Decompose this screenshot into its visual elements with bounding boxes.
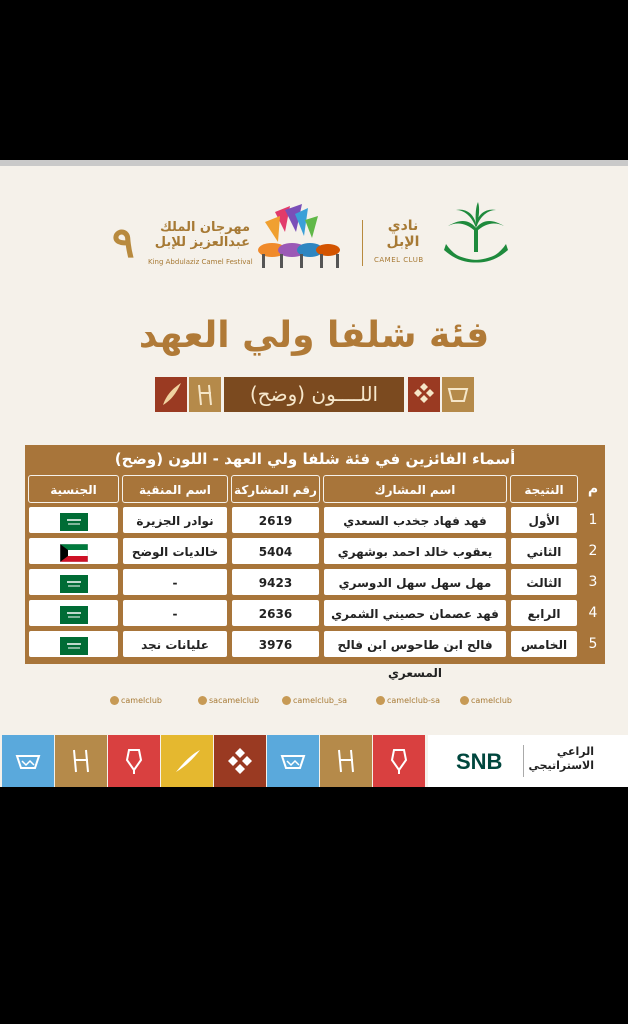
result-header: النتيجة	[510, 475, 578, 503]
saudi-flag-icon	[60, 637, 88, 655]
saudi-flag-icon	[60, 513, 88, 531]
entry-number-cell: 5404	[231, 537, 320, 565]
sponsor-label	[528, 745, 594, 773]
social-link[interactable]	[282, 696, 347, 705]
results-card	[0, 160, 628, 787]
entry-number-cell: 3976	[231, 630, 320, 658]
breeder-cell: نوادر الجزيرة	[122, 506, 228, 534]
breeder-cell: -	[122, 568, 228, 596]
table-caption: أسماء الفائزين في فئة شلفا ولي العهد - اللون (وضح)	[25, 445, 605, 473]
top-strip	[0, 160, 628, 166]
saudi-flag-icon	[60, 606, 88, 624]
entry-number-cell: 9423	[231, 568, 320, 596]
sponsor-panel	[428, 735, 628, 787]
facebook-icon	[198, 696, 207, 705]
entry-header: رقم المشاركة	[231, 475, 320, 503]
breeder-header: اسم المنقية	[122, 475, 228, 503]
incense-burner-icon	[373, 735, 425, 787]
social-link[interactable]	[198, 696, 259, 705]
participant-cell: فهد عصمان حصيني الشمري	[323, 599, 507, 627]
festival-number: ٩	[112, 218, 135, 267]
participant-cell: مهل سهل سهل الدوسري	[323, 568, 507, 596]
row-number: 2	[588, 543, 598, 559]
breeder-cell: خالديات الوضح	[122, 537, 228, 565]
nationality-cell	[28, 630, 119, 658]
nationality-cell	[28, 537, 119, 565]
logo-divider	[362, 220, 363, 266]
logo-row	[0, 200, 628, 280]
bowl-tile-icon	[442, 377, 474, 412]
breeder-cell: عليانات نجد	[122, 630, 228, 658]
nationality-cell	[28, 568, 119, 596]
nationality-cell	[28, 506, 119, 534]
kuwait-flag-icon	[60, 544, 88, 562]
result-cell: الخامس	[510, 630, 578, 658]
palm-leaf-icon	[161, 735, 213, 787]
snapchat-instagram-icon	[282, 696, 291, 705]
row-number: 4	[588, 605, 598, 621]
social-handle: sacamelclub	[209, 696, 260, 705]
results-table	[25, 473, 605, 680]
social-handle: camelclub	[121, 696, 163, 705]
feather-tile-icon	[155, 377, 187, 412]
saddle-icon	[320, 735, 372, 787]
saudi-flag-icon	[60, 575, 88, 593]
sponsor-divider	[523, 745, 524, 777]
linkedin-icon	[460, 696, 469, 705]
x-icon	[110, 696, 119, 705]
entry-number-cell: 2636	[231, 599, 320, 627]
bowl-icon	[2, 735, 54, 787]
participant-header: اسم المشارك	[323, 475, 507, 503]
social-link[interactable]	[110, 696, 162, 705]
social-handle: camelclub	[471, 696, 513, 705]
diamond-pattern-icon	[214, 735, 266, 787]
result-cell: الثاني	[510, 537, 578, 565]
footer-pattern-strip	[0, 735, 628, 787]
social-link[interactable]	[376, 696, 440, 705]
participant-cell: فهد فهاد جخدب السعدي	[323, 506, 507, 534]
breeder-cell: -	[122, 599, 228, 627]
color-label: اللــــون (وضح)	[224, 377, 404, 412]
page-title: فئة شلفا ولي العهد	[138, 315, 490, 356]
festival-name-en: King Abdulaziz Camel Festival	[148, 258, 253, 266]
bowl-icon	[267, 735, 319, 787]
social-link[interactable]	[460, 696, 512, 705]
nationality-header: الجنسية	[28, 475, 119, 503]
social-handle: camelclub_sa	[293, 696, 348, 705]
social-handle: camelclub-sa	[387, 696, 440, 705]
diamond-pattern-tile-icon	[408, 377, 440, 412]
row-number: 1	[588, 512, 598, 528]
nationality-cell	[28, 599, 119, 627]
saddle-tile-icon	[189, 377, 221, 412]
result-cell: الرابع	[510, 599, 578, 627]
sponsor-label-line1: الراعي	[556, 745, 594, 758]
num-header: م	[587, 481, 599, 497]
entry-number-cell: 2619	[231, 506, 320, 534]
result-cell: الأول	[510, 506, 578, 534]
participant-cell: فالح ابن طاحوس ابن فالح المسعري	[323, 630, 507, 658]
festival-camels-logo	[250, 202, 345, 270]
club-name-en: CAMEL CLUB	[374, 256, 424, 264]
color-label-bar	[155, 377, 473, 412]
row-number: 5	[588, 636, 598, 652]
saddle-icon	[55, 735, 107, 787]
row-number: 3	[588, 574, 598, 590]
incense-burner-icon	[108, 735, 160, 787]
festival-name-ar: مهرجان الملك عبدالعزيز للإبل	[154, 220, 250, 250]
club-name-ar: نادي الإبل	[386, 218, 420, 250]
sponsor-label-line2: الاستراتيجي	[528, 759, 594, 772]
result-cell: الثالث	[510, 568, 578, 596]
youtube-icon	[376, 696, 385, 705]
palm-swords-emblem-icon	[438, 202, 514, 272]
snb-logo: SNB	[456, 749, 503, 774]
participant-cell: يعقوب خالد احمد بوشهري	[323, 537, 507, 565]
social-links	[110, 696, 520, 710]
